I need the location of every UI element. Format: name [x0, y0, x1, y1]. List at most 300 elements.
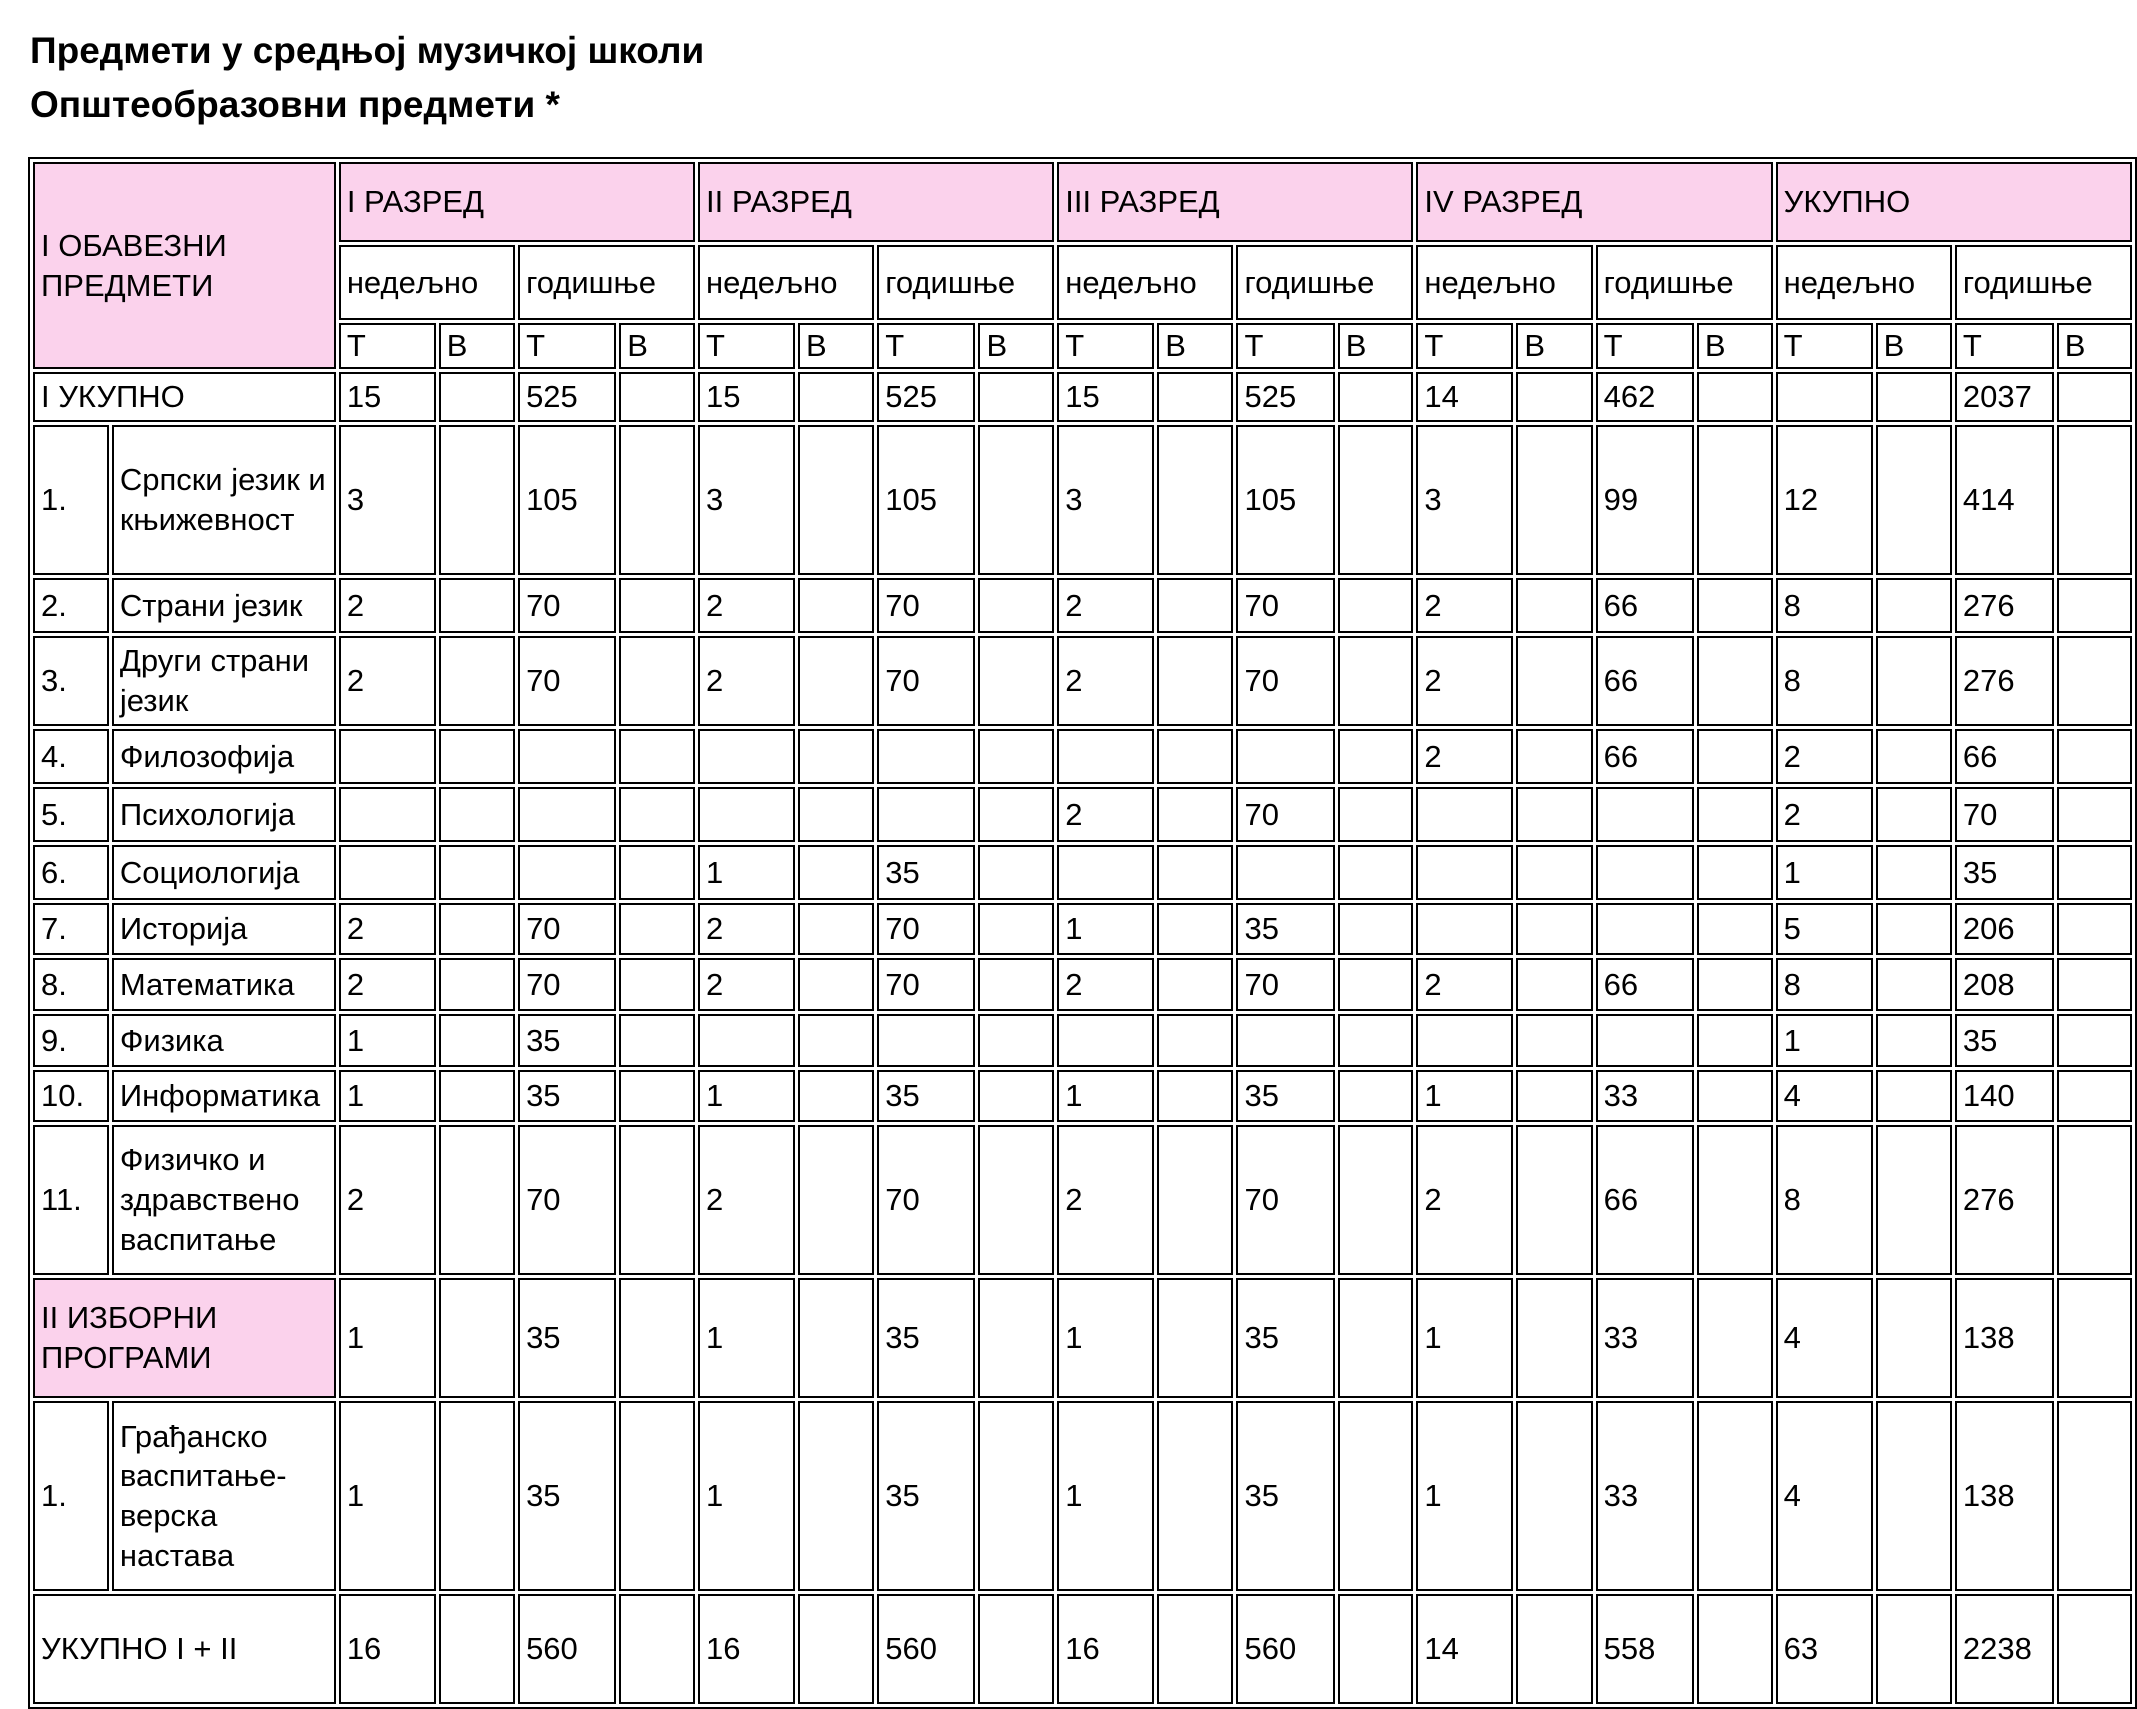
value-cell: 2: [339, 636, 436, 726]
value-cell: [2057, 1125, 2132, 1275]
value-cell: [439, 636, 515, 726]
value-cell: 560: [877, 1594, 975, 1704]
value-cell: [978, 958, 1054, 1011]
value-cell: 525: [518, 372, 616, 422]
value-cell: 414: [1955, 425, 2054, 575]
value-cell: [1697, 729, 1773, 784]
table-row: [33, 903, 2132, 955]
value-cell: [619, 1070, 695, 1122]
value-cell: [339, 729, 436, 784]
value-cell: 70: [877, 1125, 975, 1275]
value-cell: [1338, 1014, 1414, 1067]
value-cell: [1157, 1594, 1233, 1704]
value-cell: [978, 1125, 1054, 1275]
value-cell: [1697, 425, 1773, 575]
value-cell: [1236, 845, 1334, 900]
document-header: [0, 0, 2137, 131]
value-cell: 35: [518, 1401, 616, 1591]
value-cell: 4: [1776, 1278, 1873, 1398]
period-header-cell: годишње: [518, 245, 695, 320]
tv-header-cell: В: [619, 323, 695, 369]
grade-header-cell: IV РАЗРЕД: [1416, 162, 1772, 242]
value-cell: 3: [339, 425, 436, 575]
value-cell: [1516, 636, 1592, 726]
value-cell: 2: [698, 578, 795, 633]
value-cell: 1: [339, 1014, 436, 1067]
value-cell: 2: [698, 958, 795, 1011]
value-cell: 70: [1236, 1125, 1334, 1275]
value-cell: 138: [1955, 1401, 2054, 1591]
table-row: [33, 1014, 2132, 1067]
value-cell: 276: [1955, 1125, 2054, 1275]
value-cell: [1338, 1278, 1414, 1398]
value-cell: [1338, 1594, 1414, 1704]
value-cell: [798, 1278, 874, 1398]
value-cell: 208: [1955, 958, 2054, 1011]
value-cell: [698, 729, 795, 784]
subject-name-cell: Информатика: [112, 1070, 336, 1122]
value-cell: [1338, 958, 1414, 1011]
subject-name-cell: Грађанско васпитање-верска настава: [112, 1401, 336, 1591]
grand-total-label-cell: УКУПНО I + II: [33, 1594, 336, 1704]
value-cell: [1596, 1014, 1694, 1067]
value-cell: [1516, 1014, 1592, 1067]
value-cell: 1: [1057, 1278, 1154, 1398]
value-cell: [619, 1125, 695, 1275]
period-header-cell: недељно: [1416, 245, 1592, 320]
row-number-cell: 1.: [33, 425, 109, 575]
value-cell: 66: [1596, 729, 1694, 784]
value-cell: 35: [518, 1278, 616, 1398]
value-cell: 140: [1955, 1070, 2054, 1122]
value-cell: 8: [1776, 1125, 1873, 1275]
subject-name-cell: Филозофија: [112, 729, 336, 784]
value-cell: [1157, 729, 1233, 784]
value-cell: 35: [877, 845, 975, 900]
value-cell: [619, 787, 695, 842]
value-cell: [798, 578, 874, 633]
value-cell: [798, 1594, 874, 1704]
value-cell: [2057, 578, 2132, 633]
value-cell: [1157, 958, 1233, 1011]
value-cell: [339, 787, 436, 842]
tv-header-cell: В: [1876, 323, 1952, 369]
value-cell: [1697, 903, 1773, 955]
value-cell: 1: [339, 1278, 436, 1398]
value-cell: [1697, 787, 1773, 842]
value-cell: [1338, 787, 1414, 842]
value-cell: 206: [1955, 903, 2054, 955]
subject-name-cell: Социологија: [112, 845, 336, 900]
value-cell: [1157, 372, 1233, 422]
value-cell: [2057, 1014, 2132, 1067]
value-cell: [1157, 1278, 1233, 1398]
value-cell: [1596, 787, 1694, 842]
value-cell: [1697, 1401, 1773, 1591]
document-subtitle: Општеобразовни предмети *: [30, 83, 560, 125]
value-cell: 2: [339, 903, 436, 955]
value-cell: 138: [1955, 1278, 2054, 1398]
value-cell: [1416, 1014, 1513, 1067]
value-cell: [1516, 903, 1592, 955]
value-cell: 35: [518, 1014, 616, 1067]
value-cell: [1697, 636, 1773, 726]
value-cell: [1157, 1070, 1233, 1122]
value-cell: 35: [877, 1401, 975, 1591]
value-cell: [1338, 1401, 1414, 1591]
value-cell: 16: [339, 1594, 436, 1704]
value-cell: [1338, 1125, 1414, 1275]
table-row: [33, 1070, 2132, 1122]
value-cell: [1697, 1070, 1773, 1122]
value-cell: [439, 425, 515, 575]
tv-header-cell: Т: [698, 323, 795, 369]
value-cell: [1157, 425, 1233, 575]
value-cell: [1416, 903, 1513, 955]
value-cell: [1876, 1401, 1952, 1591]
curriculum-table: [28, 157, 2137, 1709]
value-cell: [1416, 787, 1513, 842]
value-cell: [1338, 903, 1414, 955]
value-cell: [1516, 1070, 1592, 1122]
value-cell: 525: [1236, 372, 1334, 422]
value-cell: [1516, 578, 1592, 633]
value-cell: 70: [1955, 787, 2054, 842]
value-cell: [1876, 958, 1952, 1011]
value-cell: [439, 1594, 515, 1704]
subject-name-cell: Физичко и здравствено васпитање: [112, 1125, 336, 1275]
value-cell: 16: [1057, 1594, 1154, 1704]
value-cell: [1876, 1070, 1952, 1122]
value-cell: 70: [877, 636, 975, 726]
value-cell: [439, 729, 515, 784]
value-cell: 70: [1236, 787, 1334, 842]
value-cell: 1: [1416, 1070, 1513, 1122]
value-cell: [978, 1278, 1054, 1398]
tv-header-cell: Т: [877, 323, 975, 369]
value-cell: 2: [339, 578, 436, 633]
document-title: Предмети у средњој музичкој школи: [30, 30, 705, 71]
value-cell: [2057, 729, 2132, 784]
value-cell: [1697, 1014, 1773, 1067]
table-row: [33, 425, 2132, 575]
value-cell: [1338, 372, 1414, 422]
tv-header-cell: Т: [1416, 323, 1513, 369]
value-cell: [439, 787, 515, 842]
value-cell: [1157, 787, 1233, 842]
value-cell: 2238: [1955, 1594, 2054, 1704]
value-cell: 14: [1416, 1594, 1513, 1704]
value-cell: [798, 1125, 874, 1275]
value-cell: 525: [877, 372, 975, 422]
value-cell: [1338, 1070, 1414, 1122]
tv-header-cell: В: [978, 323, 1054, 369]
value-cell: 35: [1236, 903, 1334, 955]
value-cell: [439, 845, 515, 900]
value-cell: [518, 729, 616, 784]
value-cell: [978, 845, 1054, 900]
value-cell: 35: [518, 1070, 616, 1122]
value-cell: 560: [1236, 1594, 1334, 1704]
value-cell: 1: [1416, 1278, 1513, 1398]
value-cell: 70: [877, 903, 975, 955]
grade-header-cell: III РАЗРЕД: [1057, 162, 1413, 242]
value-cell: 66: [1955, 729, 2054, 784]
value-cell: [1596, 845, 1694, 900]
value-cell: 12: [1776, 425, 1873, 575]
value-cell: 1: [339, 1401, 436, 1591]
value-cell: [2057, 1401, 2132, 1591]
table-row: [33, 1401, 2132, 1591]
row-number-cell: 8.: [33, 958, 109, 1011]
value-cell: [978, 1070, 1054, 1122]
value-cell: 70: [518, 636, 616, 726]
row-number-cell: 9.: [33, 1014, 109, 1067]
value-cell: [1776, 372, 1873, 422]
tv-header-cell: В: [2057, 323, 2132, 369]
value-cell: 35: [1236, 1278, 1334, 1398]
value-cell: [1876, 372, 1952, 422]
table-row: [33, 729, 2132, 784]
value-cell: [1516, 1125, 1592, 1275]
value-cell: [1338, 578, 1414, 633]
value-cell: 105: [877, 425, 975, 575]
value-cell: [2057, 845, 2132, 900]
subject-name-cell: Психологија: [112, 787, 336, 842]
value-cell: [439, 1014, 515, 1067]
value-cell: 4: [1776, 1401, 1873, 1591]
value-cell: [2057, 372, 2132, 422]
value-cell: 5: [1776, 903, 1873, 955]
value-cell: 70: [518, 1125, 616, 1275]
value-cell: [619, 1278, 695, 1398]
value-cell: [518, 845, 616, 900]
value-cell: 70: [877, 578, 975, 633]
value-cell: [619, 729, 695, 784]
value-cell: 1: [1776, 1014, 1873, 1067]
period-header-cell: годишње: [1596, 245, 1773, 320]
table-row: [33, 958, 2132, 1011]
value-cell: [798, 729, 874, 784]
value-cell: [978, 729, 1054, 784]
value-cell: 35: [1955, 845, 2054, 900]
value-cell: [1157, 845, 1233, 900]
row-number-cell: 2.: [33, 578, 109, 633]
period-header-cell: недељно: [339, 245, 515, 320]
section-label-cell: II ИЗБОРНИ ПРОГРАМИ: [33, 1278, 336, 1398]
value-cell: [877, 787, 975, 842]
value-cell: [798, 1401, 874, 1591]
value-cell: [2057, 1594, 2132, 1704]
value-cell: [1516, 1401, 1592, 1591]
value-cell: [1338, 425, 1414, 575]
row-number-cell: 10.: [33, 1070, 109, 1122]
value-cell: 8: [1776, 636, 1873, 726]
value-cell: 1: [1416, 1401, 1513, 1591]
value-cell: [1057, 729, 1154, 784]
value-cell: [619, 1594, 695, 1704]
value-cell: [439, 1070, 515, 1122]
value-cell: 558: [1596, 1594, 1694, 1704]
value-cell: [1338, 636, 1414, 726]
value-cell: [1876, 578, 1952, 633]
value-cell: [2057, 787, 2132, 842]
value-cell: 1: [1057, 1070, 1154, 1122]
subject-name-cell: Српски језик и књижевност: [112, 425, 336, 575]
value-cell: [1516, 845, 1592, 900]
value-cell: [978, 903, 1054, 955]
value-cell: [619, 425, 695, 575]
value-cell: [1516, 1278, 1592, 1398]
value-cell: [1876, 1278, 1952, 1398]
period-header-cell: недељно: [1057, 245, 1233, 320]
subject-name-cell: Други страни језик: [112, 636, 336, 726]
tv-header-cell: В: [439, 323, 515, 369]
value-cell: [1338, 729, 1414, 784]
value-cell: 3: [1057, 425, 1154, 575]
value-cell: [2057, 1278, 2132, 1398]
value-cell: 3: [1416, 425, 1513, 575]
value-cell: [978, 372, 1054, 422]
value-cell: [2057, 636, 2132, 726]
value-cell: [978, 578, 1054, 633]
value-cell: [439, 1401, 515, 1591]
value-cell: 15: [339, 372, 436, 422]
value-cell: [619, 636, 695, 726]
tv-header-cell: В: [1157, 323, 1233, 369]
value-cell: 1: [698, 1278, 795, 1398]
value-cell: [439, 958, 515, 1011]
value-cell: 63: [1776, 1594, 1873, 1704]
grade-header-cell: II РАЗРЕД: [698, 162, 1054, 242]
value-cell: 2: [1416, 1125, 1513, 1275]
value-cell: [1416, 845, 1513, 900]
value-cell: 70: [1236, 578, 1334, 633]
value-cell: [1157, 1401, 1233, 1591]
tv-header-cell: В: [798, 323, 874, 369]
value-cell: 70: [1236, 958, 1334, 1011]
value-cell: [978, 1594, 1054, 1704]
value-cell: 33: [1596, 1401, 1694, 1591]
value-cell: 33: [1596, 1070, 1694, 1122]
value-cell: [978, 787, 1054, 842]
value-cell: [798, 636, 874, 726]
value-cell: [877, 1014, 975, 1067]
value-cell: [798, 1014, 874, 1067]
value-cell: 2: [698, 903, 795, 955]
value-cell: 1: [1776, 845, 1873, 900]
value-cell: 1: [698, 1070, 795, 1122]
value-cell: [1697, 372, 1773, 422]
value-cell: 3: [698, 425, 795, 575]
value-cell: 35: [1236, 1070, 1334, 1122]
grade-header-cell: УКУПНО: [1776, 162, 2132, 242]
corner-cell: I ОБАВЕЗНИ ПРЕДМЕТИ: [33, 162, 336, 369]
period-header-cell: годишње: [877, 245, 1054, 320]
value-cell: [698, 1014, 795, 1067]
value-cell: [619, 578, 695, 633]
value-cell: [1876, 845, 1952, 900]
tv-header-cell: В: [1516, 323, 1592, 369]
value-cell: [619, 1401, 695, 1591]
table-row: [33, 1594, 2132, 1704]
value-cell: 35: [1236, 1401, 1334, 1591]
value-cell: 2: [1057, 787, 1154, 842]
value-cell: 99: [1596, 425, 1694, 575]
row-number-cell: 7.: [33, 903, 109, 955]
value-cell: 276: [1955, 578, 2054, 633]
value-cell: 35: [877, 1070, 975, 1122]
value-cell: [1516, 729, 1592, 784]
value-cell: [1157, 1125, 1233, 1275]
table-row: [33, 578, 2132, 633]
value-cell: [619, 1014, 695, 1067]
value-cell: [439, 903, 515, 955]
value-cell: 8: [1776, 958, 1873, 1011]
value-cell: [1876, 1594, 1952, 1704]
period-header-cell: недељно: [1776, 245, 1952, 320]
value-cell: 2: [1057, 958, 1154, 1011]
value-cell: 2: [1776, 787, 1873, 842]
value-cell: [2057, 425, 2132, 575]
value-cell: [1697, 578, 1773, 633]
value-cell: 35: [1955, 1014, 2054, 1067]
value-cell: 105: [1236, 425, 1334, 575]
value-cell: 66: [1596, 1125, 1694, 1275]
tv-header-cell: Т: [1596, 323, 1694, 369]
table-row: [33, 1125, 2132, 1275]
table-row: [33, 1278, 2132, 1398]
value-cell: [798, 372, 874, 422]
subject-name-cell: Историја: [112, 903, 336, 955]
value-cell: 2: [339, 958, 436, 1011]
tv-header-cell: В: [1697, 323, 1773, 369]
value-cell: [1876, 425, 1952, 575]
value-cell: 2: [698, 636, 795, 726]
value-cell: [1697, 1278, 1773, 1398]
value-cell: [1697, 845, 1773, 900]
value-cell: [798, 1070, 874, 1122]
value-cell: 2037: [1955, 372, 2054, 422]
value-cell: [619, 372, 695, 422]
value-cell: [1876, 1014, 1952, 1067]
value-cell: [1516, 1594, 1592, 1704]
value-cell: [798, 903, 874, 955]
tv-header-cell: Т: [1236, 323, 1334, 369]
value-cell: [1876, 636, 1952, 726]
value-cell: [1157, 1014, 1233, 1067]
value-cell: [2057, 903, 2132, 955]
value-cell: [798, 958, 874, 1011]
value-cell: 560: [518, 1594, 616, 1704]
value-cell: [1876, 787, 1952, 842]
tv-header-cell: Т: [1057, 323, 1154, 369]
value-cell: [1057, 1014, 1154, 1067]
value-cell: [439, 1125, 515, 1275]
value-cell: [1876, 729, 1952, 784]
value-cell: [1157, 636, 1233, 726]
value-cell: [2057, 958, 2132, 1011]
row-number-cell: 5.: [33, 787, 109, 842]
value-cell: 1: [698, 1401, 795, 1591]
value-cell: [518, 787, 616, 842]
value-cell: 70: [518, 958, 616, 1011]
tv-header-cell: Т: [518, 323, 616, 369]
value-cell: 2: [1416, 958, 1513, 1011]
value-cell: 16: [698, 1594, 795, 1704]
value-cell: 66: [1596, 636, 1694, 726]
value-cell: [439, 372, 515, 422]
